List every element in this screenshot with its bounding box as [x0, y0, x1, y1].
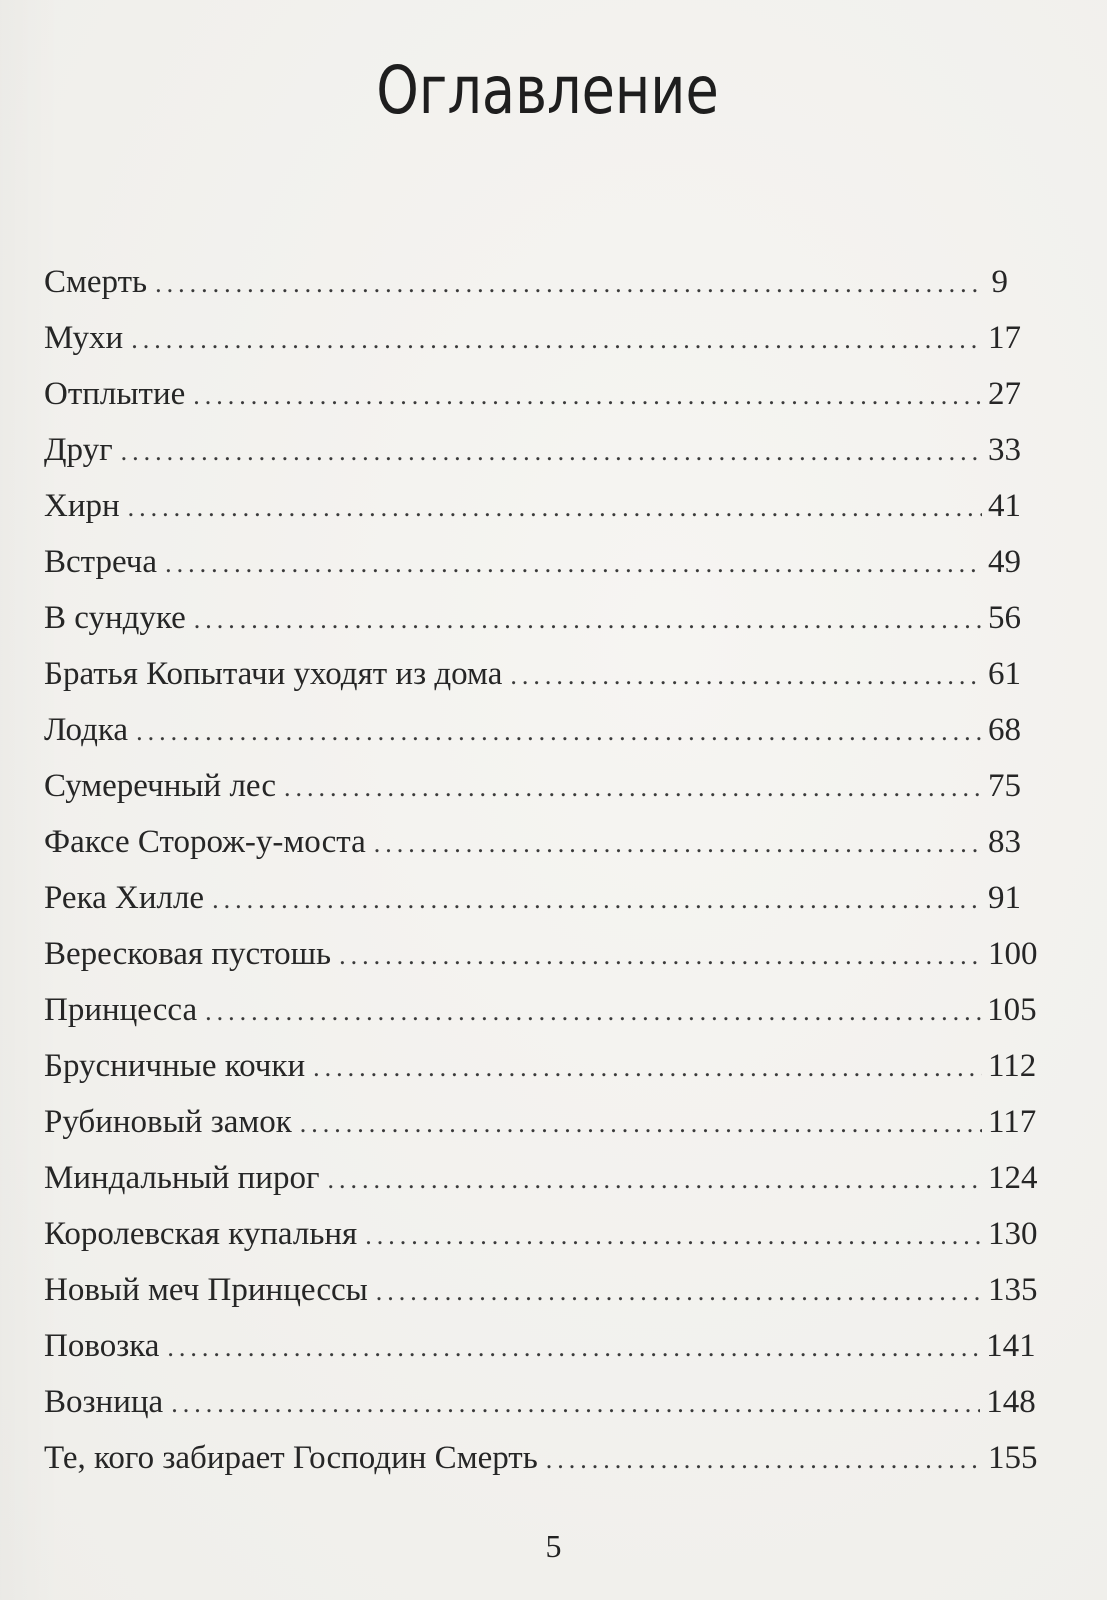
toc-entry-title: Повозка [44, 1328, 160, 1364]
page-title: Оглавление [376, 52, 719, 129]
toc-entry-page: 68 [988, 712, 1021, 748]
toc-entry-title: Новый меч Принцессы [44, 1272, 368, 1308]
toc-entry [44, 590, 1021, 646]
toc-entry [44, 646, 1021, 702]
toc-entry [44, 366, 1021, 422]
toc-entry-page: 33 [988, 432, 1021, 468]
dot-leader [194, 592, 982, 648]
toc-entry-page: 27 [988, 376, 1021, 412]
toc-entry [44, 870, 1021, 926]
toc-entry-page: 100 [988, 936, 1038, 972]
toc-entry [44, 1318, 1036, 1374]
dot-leader [376, 1264, 982, 1320]
dot-leader [300, 1096, 982, 1152]
dot-leader [339, 928, 982, 984]
dot-leader [510, 648, 982, 704]
toc-entry [44, 758, 1021, 814]
toc-entry [44, 1150, 1038, 1206]
toc-entry [44, 534, 1021, 590]
toc-entry-title: Мухи [44, 320, 124, 356]
toc-entry-page: 124 [988, 1160, 1038, 1196]
toc-entry-page: 9 [991, 264, 1008, 300]
dot-leader [205, 984, 981, 1040]
toc-entry-title: В сундуке [44, 600, 186, 636]
toc-entry-title: Сумеречный лес [44, 768, 277, 804]
dot-leader [313, 1040, 982, 1096]
dot-leader [128, 480, 982, 536]
toc-entry [44, 1038, 1037, 1094]
toc-entry-title: Принцесса [44, 992, 198, 1028]
toc-entry-title: Отплытие [44, 376, 186, 412]
dot-leader [546, 1432, 982, 1488]
toc-entry-title: Друг [44, 432, 113, 468]
dot-leader [155, 256, 982, 312]
toc-entry-title: Те, кого забирает Господин Смерть [44, 1440, 538, 1476]
toc-entry-title: Река Хилле [44, 880, 205, 916]
toc-entry-page: 130 [988, 1216, 1038, 1252]
toc-entry-title: Лодка [44, 712, 129, 748]
toc-entry [44, 982, 1037, 1038]
toc-entry [44, 1430, 1038, 1486]
toc-entry-title: Королевская купальня [44, 1216, 358, 1252]
toc-entry-page: 61 [988, 656, 1021, 692]
toc-entry-title: Возница [44, 1384, 164, 1420]
dot-leader [212, 872, 982, 928]
toc-entry-page: 105 [987, 992, 1037, 1028]
dot-leader [365, 1208, 982, 1264]
toc-entry [44, 1206, 1038, 1262]
toc-entry-page: 148 [986, 1384, 1036, 1420]
toc-entry-page: 135 [988, 1272, 1038, 1308]
toc-entry-page: 112 [988, 1048, 1037, 1084]
dot-leader [167, 1320, 980, 1376]
toc-entry [44, 310, 1021, 366]
toc-entry [44, 478, 1021, 534]
toc-entry [44, 1094, 1037, 1150]
toc-entry-title: Брусничные кочки [44, 1048, 306, 1084]
toc-entry-page: 155 [988, 1440, 1038, 1476]
dot-leader [193, 368, 982, 424]
toc-entry-page: 56 [988, 600, 1021, 636]
dot-leader [171, 1376, 980, 1432]
toc-entry-page: 41 [988, 488, 1021, 524]
page-number: 5 [545, 1528, 562, 1564]
toc-entry [44, 926, 1038, 982]
toc-entry-page: 83 [988, 824, 1021, 860]
table-of-contents [44, 254, 1038, 1486]
toc-entry-page: 75 [988, 768, 1021, 804]
dot-leader [131, 312, 982, 368]
toc-entry [44, 1262, 1038, 1318]
toc-entry [44, 422, 1021, 478]
toc-entry-page: 49 [988, 544, 1021, 580]
toc-entry [44, 1374, 1036, 1430]
toc-entry-title: Миндальный пирог [44, 1160, 320, 1196]
dot-leader [374, 816, 982, 872]
dot-leader [136, 704, 982, 760]
toc-entry [44, 814, 1021, 870]
toc-entry-title: Факсе Сторож-у-моста [44, 824, 366, 860]
toc-entry-page: 91 [988, 880, 1021, 916]
toc-entry-title: Встреча [44, 544, 158, 580]
toc-entry [44, 254, 1008, 310]
toc-entry-title: Рубиновый замок [44, 1104, 292, 1140]
dot-leader [328, 1152, 982, 1208]
toc-entry-page: 117 [988, 1104, 1037, 1140]
dot-leader [121, 424, 982, 480]
toc-entry-title: Смерть [44, 264, 148, 300]
toc-entry-page: 17 [988, 320, 1021, 356]
toc-entry [44, 702, 1021, 758]
toc-entry-title: Хирн [44, 488, 120, 524]
toc-entry-title: Вересковая пустошь [44, 936, 332, 972]
toc-entry-title: Братья Копытачи уходят из дома [44, 656, 503, 692]
dot-leader [284, 760, 982, 816]
toc-entry-page: 141 [986, 1328, 1036, 1364]
dot-leader [165, 536, 982, 592]
